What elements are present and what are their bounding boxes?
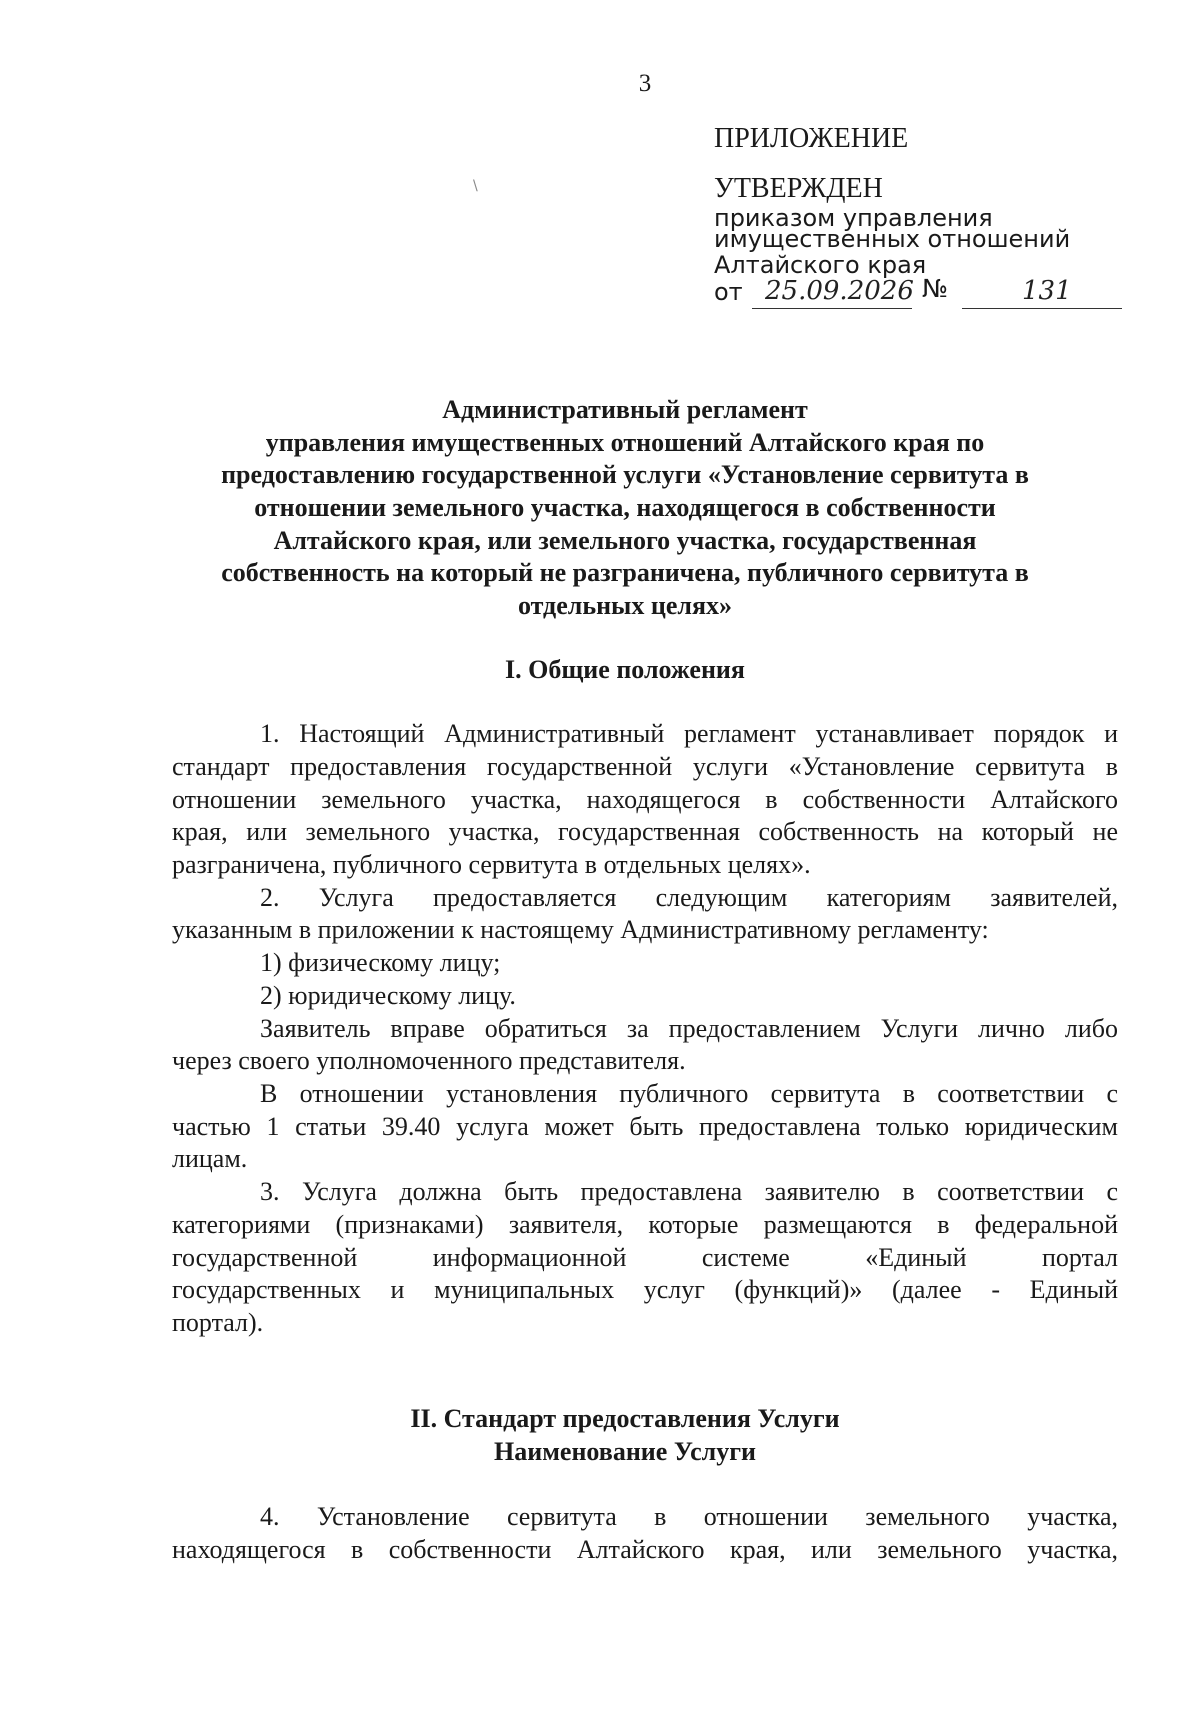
appendix-title: ПРИЛОЖЕНИЕ <box>714 123 909 154</box>
body-line: лицам. <box>172 1144 248 1173</box>
page-number: 3 <box>638 70 652 97</box>
body-line: 4. Установление сервитута в отношении земельного участка, <box>260 1502 1118 1531</box>
document-title-line-7: отдельных целях» <box>517 591 733 620</box>
document-title-line-2: управления имущественных отношений Алтайского края по <box>265 428 985 457</box>
stray-mark: \ <box>473 178 478 194</box>
body-line: 2. Услуга предоставляется следующим категориям заявителей, <box>260 883 1118 912</box>
order-number-sign: № <box>922 274 949 303</box>
body-line: находящегося в собственности Алтайского края, или земельного участка, <box>172 1535 1118 1564</box>
order-date: 25.09.2026 <box>765 276 914 306</box>
approved-by-line-1: приказом управления <box>714 204 993 232</box>
approved-label: УТВЕРЖДЕН <box>714 173 883 204</box>
section-2-subtitle: Наименование Услуги <box>493 1437 757 1466</box>
body-line: государственной информационной системе «Единый портал <box>172 1243 1118 1272</box>
body-line: края, или земельного участка, государственная собственность на который не <box>172 817 1118 846</box>
body-line: указанным в приложении к настоящему Административному регламенту: <box>172 915 989 944</box>
body-line: разграничена, публичного сервитута в отдельных целях». <box>172 850 811 879</box>
document-title-line-3: предоставлению государственной услуги «Установление сервитута в <box>221 460 1029 489</box>
order-number: 131 <box>1022 276 1072 306</box>
list-item: 1) физическому лицу; <box>260 948 501 977</box>
document-title-line-5: Алтайского края, или земельного участка, государственная <box>273 526 977 555</box>
document-title-line-1: Административный регламент <box>442 395 808 424</box>
section-2-title: II. Стандарт предоставления Услуги <box>410 1404 840 1433</box>
body-line: 1. Настоящий Административный регламент устанавливает порядок и <box>260 719 1118 748</box>
section-1-title: I. Общие положения <box>505 655 745 684</box>
order-date-underline <box>752 308 912 309</box>
body-line: отношении земельного участка, находящегося в собственности Алтайского <box>172 785 1118 814</box>
approved-by-line-2: имущественных отношений <box>714 225 1071 253</box>
document-title-line-6: собственность на который не разграничена, публичного сервитута в <box>221 558 1029 587</box>
document-title-line-4: отношении земельного участка, находящегося в собственности <box>254 493 996 522</box>
body-line: В отношении установления публичного сервитута в соответствии с <box>260 1079 1118 1108</box>
body-line: через своего уполномоченного представителя. <box>172 1046 686 1075</box>
body-line: стандарт предоставления государственной услуги «Установление сервитута в <box>172 752 1118 781</box>
order-from-label: от <box>714 278 743 306</box>
body-line: частью 1 статьи 39.40 услуга может быть предоставлена только юридическим <box>172 1112 1118 1141</box>
list-item: 2) юридическому лицу. <box>260 981 516 1010</box>
approved-by-line-3: Алтайского края <box>714 251 927 279</box>
body-line: 3. Услуга должна быть предоставлена заявителю в соответствии с <box>260 1177 1118 1206</box>
body-line: государственных и муниципальных услуг (функций)» (далее - Единый <box>172 1275 1118 1304</box>
body-line: категориями (признаками) заявителя, которые размещаются в федеральной <box>172 1210 1118 1239</box>
body-line: портал). <box>172 1308 264 1337</box>
body-line: Заявитель вправе обратиться за предоставлением Услуги лично либо <box>260 1014 1118 1043</box>
order-number-underline <box>962 308 1122 309</box>
